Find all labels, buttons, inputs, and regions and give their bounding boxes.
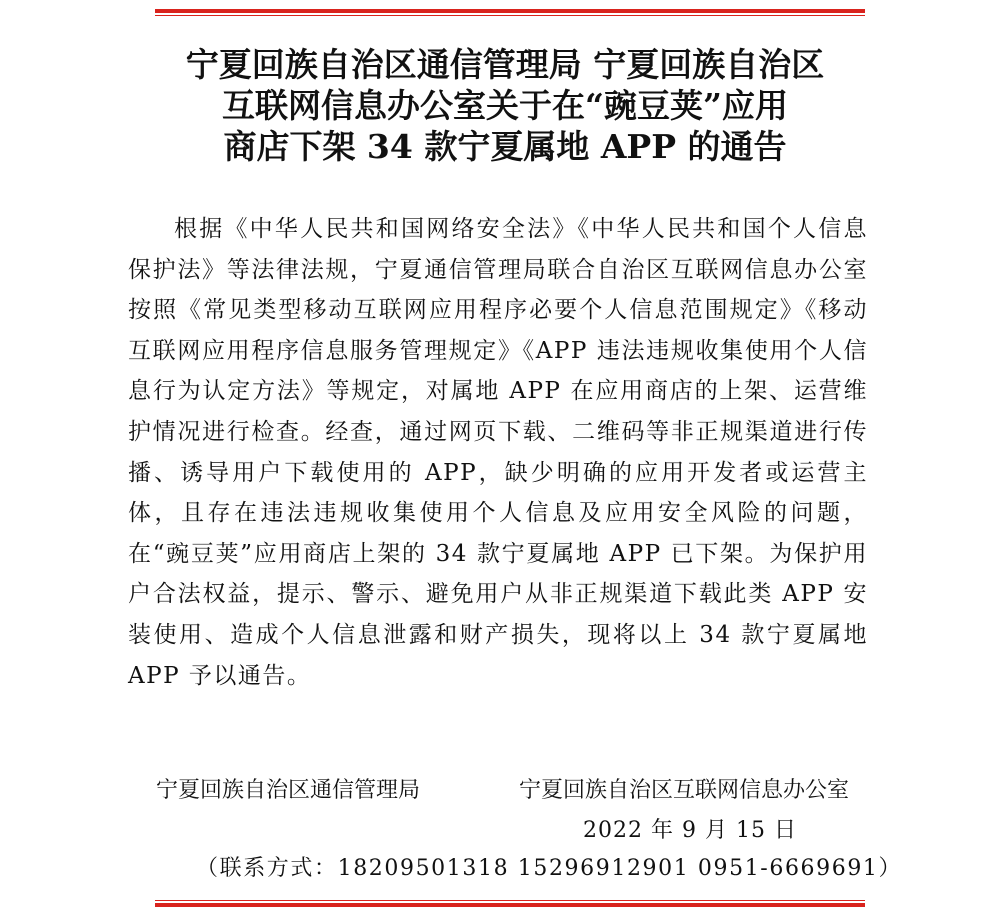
bottom-red-rule-thick — [155, 903, 865, 907]
issue-date: 2022 年 9 月 15 日 — [583, 818, 797, 843]
signature-right: 宁夏回族自治区互联网信息办公室 — [519, 778, 850, 803]
document-title — [110, 44, 900, 167]
top-red-rule — [155, 9, 865, 16]
bottom-red-rule — [155, 900, 865, 907]
bottom-red-rule-thin — [155, 900, 865, 901]
title-line-2: 互联网信息办公室关于在“豌豆荚”应用 — [222, 86, 788, 125]
signature-left: 宁夏回族自治区通信管理局 — [156, 778, 421, 803]
contact-info: （联系方式：18209501318 15296912901 0951-6669691） — [196, 856, 903, 881]
notice-body: 根据《中华人民共和国网络安全法》《中华人民共和国个人信息保护法》等法律法规，宁夏通信管理局联合自治区互联网信息办公室按照《常见类型移动互联网应用程序必要个人信息范围规定》《移动互联网应用程序信息服务管理规定》《APP 违法违规收集使用个人信息行为认定方法》等规定，对属地 APP 在应用商店的上架、运营维护情况进行检查。经查，通过网页下载、二维码等非正规渠道进行传播、诱导用户下载使用的 APP，缺少明确的应用开发者或运营主体，且存在违法违规收集使用个人信息及应用安全风险的问题，在“豌豆荚”应用商店上架的 34 款宁夏属地 APP 已下架。为保护用户合法权益，提示、警示、避免用户从非正规渠道下载此类 APP 安装使用、造成个人信息泄露和财产损失，现将以上 34 款宁夏属地 APP 予以通告。 — [128, 216, 868, 689]
title-line-3: 商店下架 34 款宁夏属地 APP 的通告 — [223, 127, 787, 166]
title-line-1: 宁夏回族自治区通信管理局 宁夏回族自治区 — [185, 45, 825, 84]
top-red-rule-thick — [155, 9, 865, 13]
top-red-rule-thin — [155, 15, 865, 16]
